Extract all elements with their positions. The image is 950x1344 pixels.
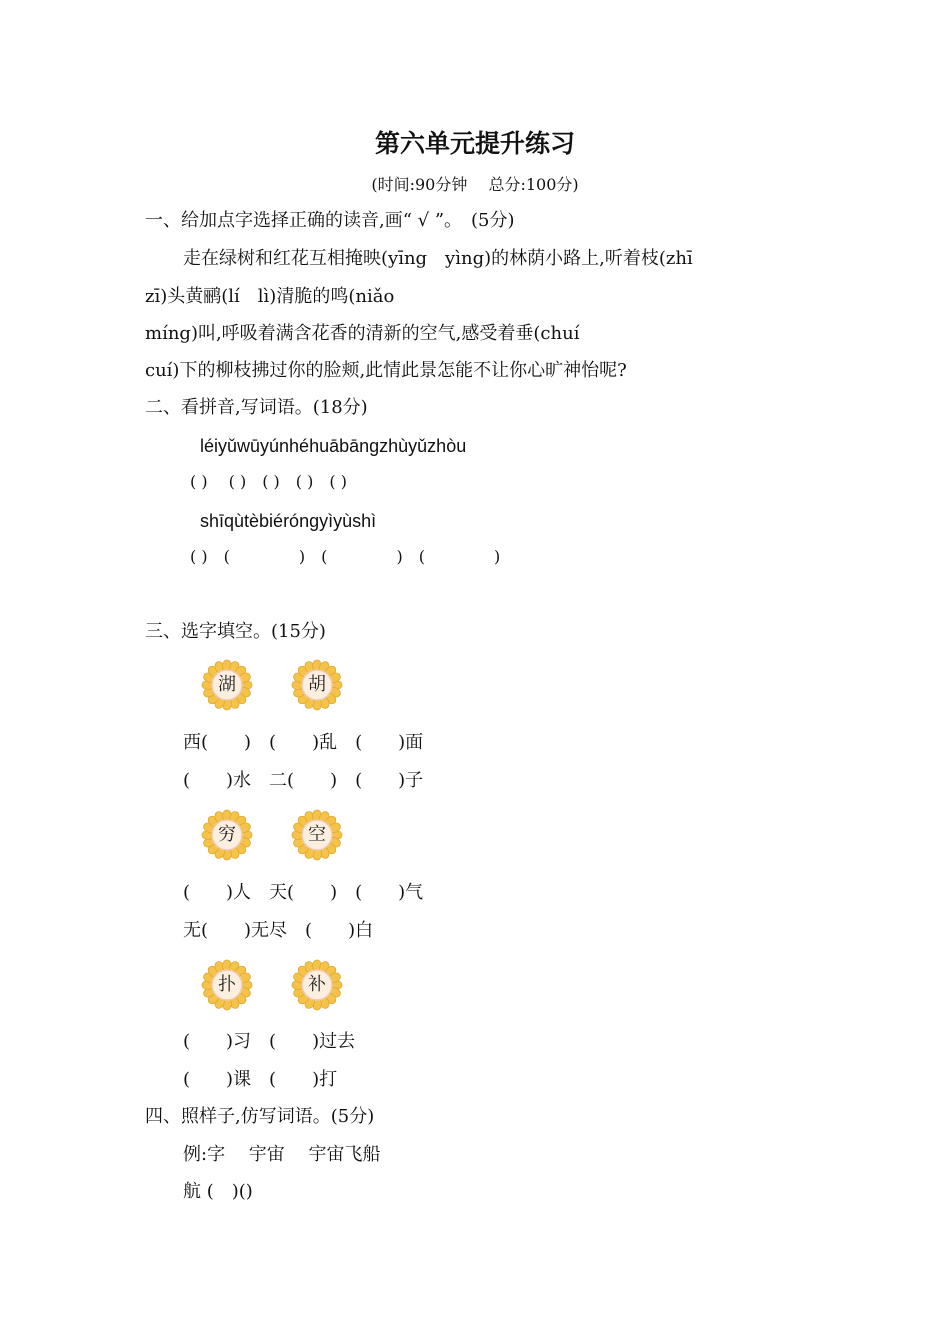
section2-heading: 二、看拼音,写词语。(18分)	[145, 397, 368, 418]
pinyin-row-2: shīqùtèbiéróngyìyùshì	[200, 511, 377, 531]
flower-character: 胡	[308, 674, 326, 695]
flower-badge	[201, 959, 253, 1011]
flower-character: 穷	[218, 824, 236, 845]
flower-badge	[291, 809, 343, 861]
flower-character: 扑	[218, 974, 236, 995]
flower-badge	[291, 659, 343, 711]
page-title: 第六单元提升练习	[374, 129, 575, 158]
flower-badge	[291, 959, 343, 1011]
fill-row: ( )习 ( )过去	[183, 1031, 356, 1052]
section1-heading: 一、给加点字选择正确的读音,画“ √ ”。 (5分)	[145, 210, 515, 231]
page-subtitle: (时间:90分钟 总分:100分)	[371, 175, 579, 194]
section1-line3: míng)叫,呼吸着满含花香的清新的空气,感受着垂(chuí	[145, 323, 580, 344]
fill-row: ( )课 ( )打	[183, 1069, 338, 1090]
blank-row-1: ( ) ( ) ( ) ( ) ( )	[190, 472, 347, 491]
section4-answer: 航 ( )()	[183, 1181, 253, 1202]
fill-row: ( )人 天( ) ( )气	[183, 882, 424, 903]
flower-character: 补	[308, 974, 326, 995]
flower-character: 湖	[218, 674, 236, 695]
section1-line4: cuí)下的柳枝拂过你的脸颊,此情此景怎能不让你心旷神怡呢?	[145, 360, 627, 381]
flower-badge	[201, 659, 253, 711]
fill-row: ( )水 二( ) ( )子	[183, 770, 424, 791]
flower-badge	[201, 809, 253, 861]
fill-row: 无( )无尽 ( )白	[183, 920, 374, 941]
pinyin-row-1: léiyǔwūyúnhéhuābāngzhùyǔzhòu	[200, 436, 467, 456]
blank-row-2: ( ) ( ) ( ) ( )	[190, 547, 501, 566]
section3-heading: 三、选字填空。(15分)	[145, 621, 326, 642]
section4-example: 例:字 宇宙 宇宙飞船	[183, 1144, 381, 1165]
fill-row: 西( ) ( )乱 ( )面	[183, 732, 424, 753]
section1-line2: zī)头黄鹂(lí lì)清脆的鸣(niǎo	[145, 286, 395, 307]
flower-character: 空	[308, 824, 326, 845]
section4-heading: 四、照样子,仿写词语。(5分)	[145, 1106, 375, 1127]
section1-line1: 走在绿树和红花互相掩映(yīng yìng)的林荫小路上,听着枝(zhī	[183, 248, 693, 269]
